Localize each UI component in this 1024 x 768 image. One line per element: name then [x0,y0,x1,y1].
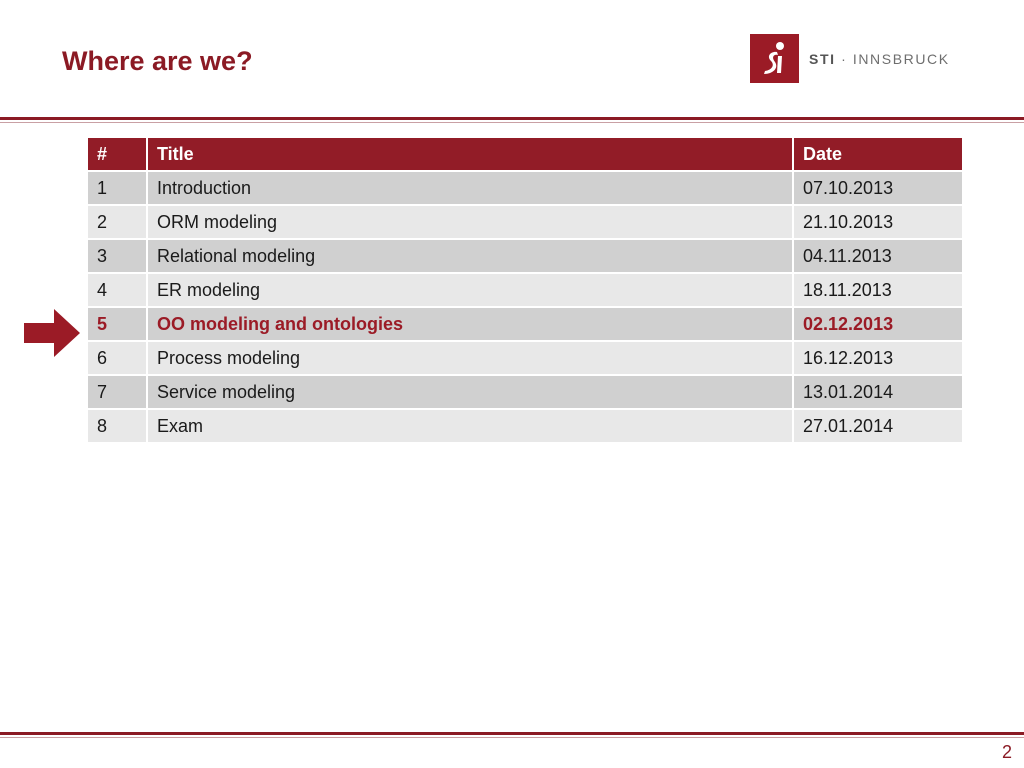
row-date: 16.12.2013 [793,341,963,375]
logo-text [809,51,950,67]
table-row [87,273,963,307]
table-row [87,239,963,273]
header-divider [0,117,1024,120]
table-row [87,205,963,239]
sti-logo [750,34,950,83]
footer-divider-thin [0,737,1024,738]
table-row [87,409,963,443]
table-row-current [87,307,963,341]
slide-title: Where are we? [62,46,253,76]
row-title: Exam [147,409,793,443]
row-number: 6 [87,341,147,375]
header-date: Date [793,137,963,171]
row-title: Process modeling [147,341,793,375]
table-header-row [87,137,963,171]
schedule-table [86,136,964,444]
row-number: 5 [87,307,147,341]
row-date: 04.11.2013 [793,239,963,273]
sti-logo-icon [750,34,799,83]
row-title: Relational modeling [147,239,793,273]
logo-brand: STI [809,50,836,67]
header-divider-thin [0,122,1024,123]
row-date: 13.01.2014 [793,375,963,409]
row-title: ORM modeling [147,205,793,239]
row-number: 2 [87,205,147,239]
header-title: Title [147,137,793,171]
row-title: OO modeling and ontologies [147,307,793,341]
row-date: 27.01.2014 [793,409,963,443]
table-row [87,375,963,409]
row-date: 18.11.2013 [793,273,963,307]
logo-separator: · [835,50,853,67]
logo-location: INNSBRUCK [852,50,950,67]
row-number: 7 [87,375,147,409]
table-row [87,171,963,205]
table-row [87,341,963,375]
row-number: 3 [87,239,147,273]
row-title: ER modeling [147,273,793,307]
header-number: # [87,137,147,171]
row-number: 4 [87,273,147,307]
page-number: 2 [1001,742,1012,762]
row-date: 21.10.2013 [793,205,963,239]
row-title: Introduction [147,171,793,205]
row-number: 1 [87,171,147,205]
row-title: Service modeling [147,375,793,409]
row-date: 02.12.2013 [793,307,963,341]
footer-divider [0,732,1024,735]
right-arrow-icon [24,309,80,357]
row-number: 8 [87,409,147,443]
row-date: 07.10.2013 [793,171,963,205]
